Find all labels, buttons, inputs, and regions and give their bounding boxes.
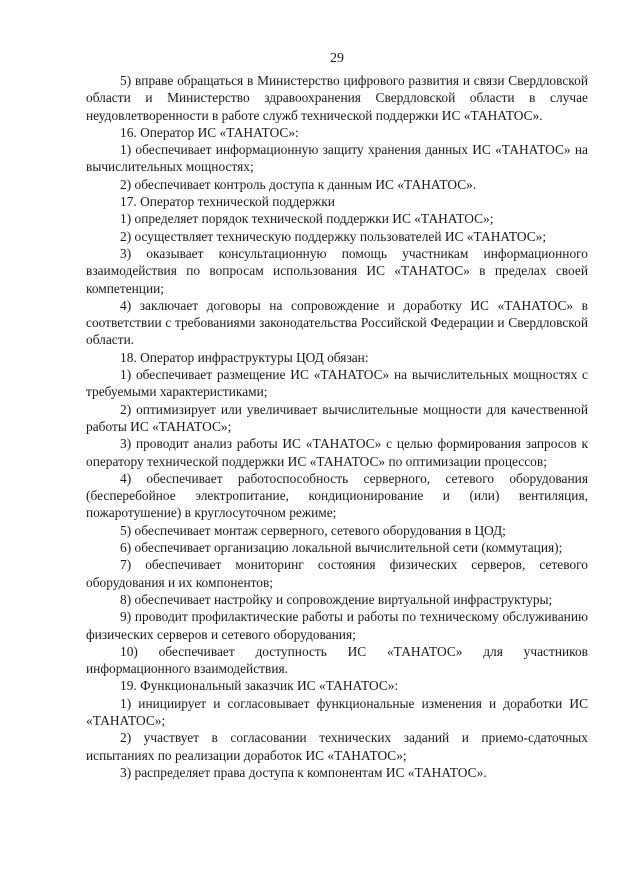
paragraph: 10) обеспечивает доступность ИС «ТАНАТОС» для участников информационного взаимодействия. (86, 643, 588, 677)
paragraph: 2) осуществляет техническую поддержку пользователей ИС «ТАНАТОС»; (120, 228, 547, 244)
paragraph: 6) обеспечивает организацию локальной вычислительной сети (коммутация); (120, 540, 563, 556)
section-heading: 17. Оператор технической поддержки (120, 194, 335, 210)
paragraph: 3) оказывает консультационную помощь участникам информационного взаимодействия по вопросам использования ИС «ТАНАТОС» в пределах своей компетенции; (86, 245, 588, 296)
paragraph: 3) распределяет права доступа к компонентам ИС «ТАНАТОС». (120, 764, 487, 780)
paragraph: 1) инициирует и согласовывает функциональные изменения и доработки ИС «ТАНАТОС»; (86, 695, 588, 728)
paragraph: 2) участвует в согласовании технических заданий и приемо-сдаточных испытаниях по реализации доработок ИС «ТАНАТОС»; (86, 730, 588, 763)
paragraph: 1) обеспечивает информационную защиту хранения данных ИС «ТАНАТОС» на вычислительных мощностях; (86, 142, 588, 175)
paragraph: 8) обеспечивает настройку и сопровождение виртуальной инфраструктуры; (120, 591, 553, 607)
page-number: 29 (330, 51, 344, 66)
paragraph: 7) обеспечивает мониторинг состояния физических серверов, сетевого оборудования и их компонентов; (86, 557, 588, 590)
section-heading: 16. Оператор ИС «ТАНАТОС»: (120, 124, 299, 140)
section-heading: 18. Оператор инфраструктуры ЦОД обязан: (120, 349, 369, 365)
paragraph: 3) проводит анализ работы ИС «ТАНАТОС» с целью формирования запросов к оператору технической поддержки ИС «ТАНАТОС» по оптимизации процессов; (86, 436, 588, 469)
paragraph: 4) заключает договоры на сопровождение и доработку ИС «ТАНАТОС» в соответствии с требованиями законодательства Российской Федерации и Свердловской области. (86, 297, 588, 348)
paragraph: 9) проводит профилактические работы и работы по техническому обслуживанию физических серверов и сетевого оборудования; (86, 609, 588, 642)
paragraph: 4) обеспечивает работоспособность серверного, сетевого оборудования (бесперебойное электропитание, кондиционирование и (или) вентиляция, пожаротушение) в круглосуточном режиме; (86, 470, 588, 521)
paragraph: 1) определяет порядок технической поддержки ИС «ТАНАТОС»; (120, 211, 494, 227)
section-heading: 19. Функциональный заказчик ИС «ТАНАТОС»: (120, 678, 399, 694)
paragraph: 5) обеспечивает монтаж серверного, сетевого оборудования в ЦОД; (120, 522, 506, 538)
paragraph: 1) обеспечивает размещение ИС «ТАНАТОС» на вычислительных мощностях с требуемыми характеристиками; (86, 367, 588, 400)
paragraph: 2) обеспечивает контроль доступа к данным ИС «ТАНАТОС». (120, 176, 477, 192)
document-body (86, 72, 588, 781)
paragraph: 2) оптимизирует или увеличивает вычислительные мощности для качественной работы ИС «ТАНАТОС»; (86, 401, 588, 434)
paragraph: 5) вправе обращаться в Министерство цифрового развития и связи Свердловской области и Министерство здравоохранения Свердловской области в случае неудовлетворенности в работе служб технической поддержки ИС «ТАНАТОС». (86, 73, 588, 123)
